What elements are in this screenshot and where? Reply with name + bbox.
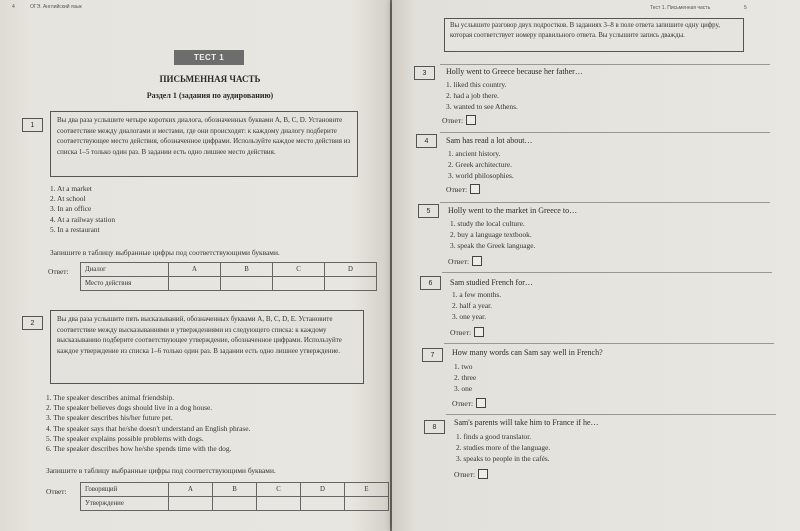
list-item: 2. half a year. <box>452 300 493 310</box>
table-cell: D <box>325 263 377 277</box>
list-item: 1. a few months. <box>452 290 502 299</box>
right-page <box>392 0 800 531</box>
table-cell: Утверждение <box>81 497 169 511</box>
question-5-options <box>450 219 535 251</box>
answer-label: Ответ: <box>446 184 468 194</box>
answer-cell-c[interactable] <box>257 497 301 511</box>
divider <box>446 414 776 415</box>
left-running-head: ОГЭ. Английский язык <box>30 4 82 10</box>
table-cell: Говорящий <box>81 483 169 497</box>
answer-box[interactable] <box>476 398 486 408</box>
question-6-answer <box>450 327 484 337</box>
part-title: ПИСЬМЕННАЯ ЧАСТЬ <box>159 74 261 84</box>
question-5-number: 5 <box>418 204 439 218</box>
list-item: 1. ancient history. <box>448 149 501 158</box>
task-1-instruction: Вы два раза услышите четыре коротких диалога, обозначенных буквами A, B, C, D. Установите соответствие между диалогами и местами, где они происходят: к каждому диалогу подберите соответствующее место действия, обозначенное цифрами. Используйте каждое место действия из списка 1–5 только один раз. В задании есть одно лишнее место действия. <box>50 111 358 177</box>
question-7-answer <box>452 398 486 408</box>
task-2-instruction: Вы два раза услышите пять высказываний, обозначенных буквами A, B, C, D, E. Установите соответствие между высказываниями и утверждениями из следующего списка: к каждому высказыванию подберите соответствующее утверждение, обозначенное цифрами. Используйте каждое утверждение из списка 1–6 только один раз. В задании есть одно лишнее утверждение. <box>50 310 364 384</box>
list-item: 3. speak the Greek language. <box>450 240 536 250</box>
right-running-head: Тест 1. Письменная часть <box>650 5 711 11</box>
task-1-number: 1 <box>22 118 43 132</box>
question-7-number: 7 <box>422 348 443 362</box>
answer-label: Ответ: <box>450 327 472 337</box>
question-5-answer <box>448 256 482 266</box>
table-cell: A <box>169 483 213 497</box>
list-item: 3. world philosophies. <box>448 170 514 180</box>
question-7-text: How many words can Sam say well in French? <box>452 348 603 357</box>
task-2-table-note: Запишите в таблицу выбранные цифры под соответствующими буквами. <box>46 466 276 475</box>
list-item: 3. In an office <box>50 204 92 214</box>
answer-cell-d[interactable] <box>325 277 377 291</box>
answer-box[interactable] <box>472 256 482 266</box>
question-8-number: 8 <box>424 420 445 434</box>
table-cell: E <box>345 483 389 497</box>
list-item: 1. The speaker describes animal friendship. <box>46 393 175 402</box>
answer-box[interactable] <box>466 115 476 125</box>
question-4-number: 4 <box>416 134 437 148</box>
question-3-text: Holly went to Greece because her father… <box>446 67 583 76</box>
list-item: 2. three <box>454 372 477 382</box>
task-2-number: 2 <box>22 316 43 330</box>
question-4-text: Sam has read a lot about… <box>446 136 533 145</box>
table-cell: B <box>213 483 257 497</box>
question-7-options <box>454 362 476 394</box>
task-2-answer-table <box>80 482 389 511</box>
question-6-number: 6 <box>420 276 441 290</box>
list-item: 5. The speaker explains possible problems with dogs. <box>46 433 204 443</box>
list-item: 1. finds a good translator. <box>456 432 532 441</box>
answer-label: Ответ: <box>454 469 476 479</box>
list-item: 1. study the local culture. <box>450 219 525 228</box>
question-3-number: 3 <box>414 66 435 80</box>
list-item: 1. At a market <box>50 184 92 193</box>
list-item: 1. two <box>454 362 473 371</box>
list-item: 2. buy a language textbook. <box>450 229 532 239</box>
table-cell: Диалог <box>81 263 169 277</box>
answer-cell-c[interactable] <box>273 277 325 291</box>
table-cell: D <box>301 483 345 497</box>
answer-box[interactable] <box>474 327 484 337</box>
answer-cell-a[interactable] <box>169 497 213 511</box>
divider <box>442 272 772 273</box>
task-1-table-note: Запишите в таблицу выбранные цифры под соответствующими буквами. <box>50 248 280 257</box>
question-8-answer <box>454 469 488 479</box>
list-item: 4. At a railway station <box>50 214 116 224</box>
question-4-options <box>448 149 514 181</box>
question-3-answer <box>442 115 476 125</box>
task-1-options <box>50 184 115 235</box>
divider <box>440 64 770 65</box>
answer-cell-b[interactable] <box>213 497 257 511</box>
left-page <box>0 0 390 531</box>
question-6-text: Sam studied French for… <box>450 278 533 287</box>
answer-label: Ответ: <box>448 256 470 266</box>
table-cell: C <box>273 263 325 277</box>
answer-cell-a[interactable] <box>169 277 221 291</box>
divider <box>440 202 770 203</box>
task-2-answer-label: Ответ: <box>46 487 67 496</box>
list-item: 3. one year. <box>452 311 487 321</box>
list-item: 4. The speaker says that he/she doesn't understand an English phrase. <box>46 423 251 433</box>
question-8-text: Sam's parents will take him to France if he… <box>454 418 599 427</box>
list-item: 2. had a job there. <box>446 90 499 100</box>
table-cell: A <box>169 263 221 277</box>
list-item: 3. speaks to people in the cafés. <box>456 453 550 463</box>
question-4-answer <box>446 184 480 194</box>
answer-cell-e[interactable] <box>345 497 389 511</box>
list-item: 2. studies more of the language. <box>456 442 551 452</box>
list-item: 2. At school <box>50 194 86 204</box>
list-item: 2. The speaker believes dogs should live in a dog house. <box>46 403 213 413</box>
list-item: 3. wanted to see Athens. <box>446 101 518 111</box>
list-item: 3. one <box>454 383 473 393</box>
right-instruction: Вы услышите разговор двух подростков. В заданиях 3–8 в поле ответа запишите одну цифру, которая соответствует номеру правильного ответа. Вы услышите запись дважды. <box>444 18 744 52</box>
task-2-options <box>46 393 250 454</box>
table-cell: C <box>257 483 301 497</box>
answer-box[interactable] <box>470 184 480 194</box>
left-page-number: 4 <box>12 4 15 10</box>
answer-label: Ответ: <box>442 115 464 125</box>
table-cell: B <box>221 263 273 277</box>
section-title: Раздел 1 (задания по аудированию) <box>146 91 274 100</box>
task-1-answer-table <box>80 262 377 291</box>
answer-cell-d[interactable] <box>301 497 345 511</box>
divider <box>440 132 770 133</box>
list-item: 2. Greek architecture. <box>448 159 513 169</box>
right-page-number: 5 <box>744 5 747 11</box>
question-6-options <box>452 290 501 322</box>
answer-label: Ответ: <box>452 398 474 408</box>
list-item: 3. The speaker describes his/her future pet. <box>46 413 173 423</box>
question-8-options <box>456 432 550 464</box>
question-3-options <box>446 80 518 112</box>
table-cell: Место действия <box>81 277 169 291</box>
list-item: 6. The speaker describes how he/she spends time with the dog. <box>46 444 232 454</box>
task-1-answer-label: Ответ: <box>48 267 69 276</box>
divider <box>444 343 774 344</box>
test-badge: ТЕСТ 1 <box>174 50 244 65</box>
question-5-text: Holly went to the market in Greece to… <box>448 206 578 215</box>
list-item: 1. liked this country. <box>446 80 507 89</box>
answer-box[interactable] <box>478 469 488 479</box>
answer-cell-b[interactable] <box>221 277 273 291</box>
list-item: 5. In a restaurant <box>50 224 100 234</box>
